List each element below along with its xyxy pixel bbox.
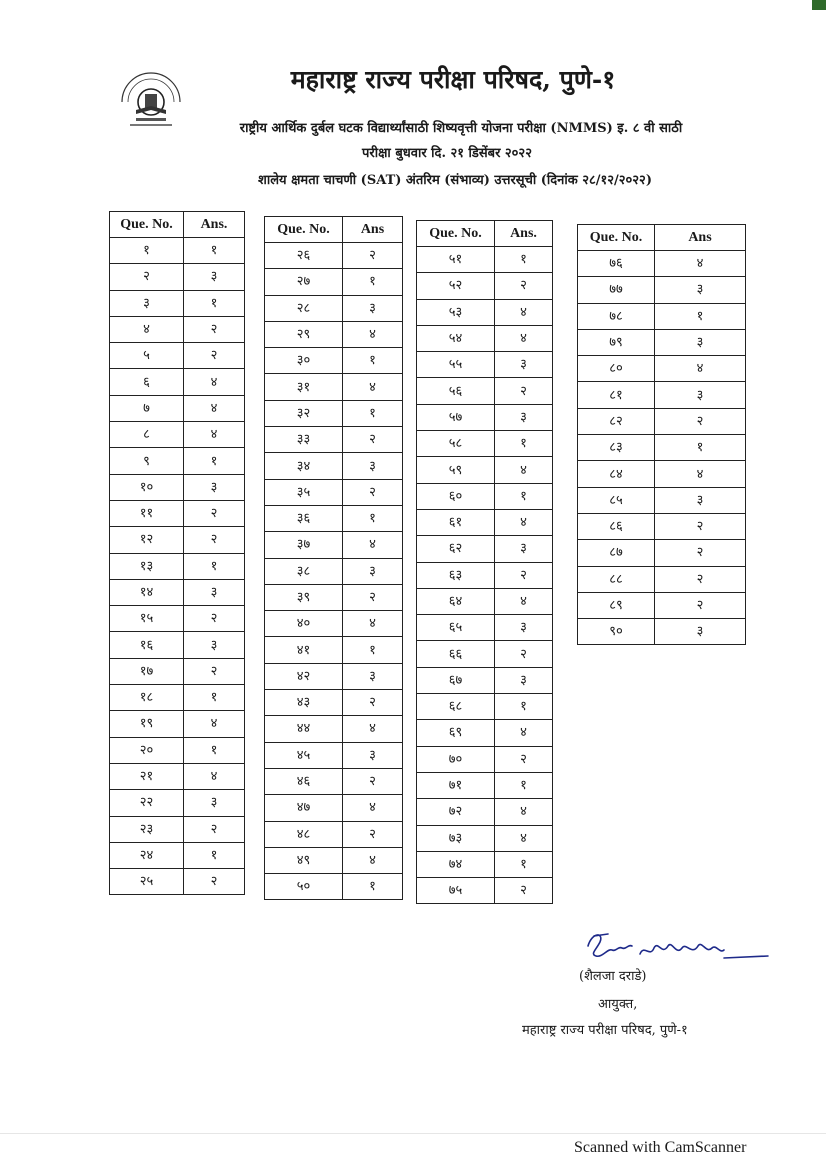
table-row [417, 772, 553, 798]
answer-value: ४ [495, 720, 553, 746]
table-row [110, 238, 245, 264]
answer-value: ३ [655, 277, 746, 303]
table-row [110, 343, 245, 369]
question-number: ७८ [578, 303, 655, 329]
question-number: ३६ [265, 505, 343, 531]
table-row [578, 487, 746, 513]
question-number: ७९ [578, 329, 655, 355]
answer-header: Ans. [495, 221, 553, 247]
question-number: २५ [110, 869, 184, 895]
question-number: ६७ [417, 667, 495, 693]
question-number: १० [110, 474, 184, 500]
question-number: २४ [110, 842, 184, 868]
table-row [265, 768, 403, 794]
answer-value: १ [655, 303, 746, 329]
scanner-watermark: Scanned with CamScanner [574, 1139, 747, 1156]
table-row [110, 606, 245, 632]
table-header-row [578, 225, 746, 251]
question-number: ४४ [265, 716, 343, 742]
question-number: ३४ [265, 453, 343, 479]
answer-key-subtitle: शालेय क्षमता चाचणी (SAT) अंतरिम (संभाव्य) उत्तरसूची (दिनांक २८/१२/२०२२) [258, 173, 652, 188]
question-number: ५८ [417, 431, 495, 457]
table-row [578, 566, 746, 592]
answer-table-2 [264, 216, 403, 900]
question-number: ८२ [578, 408, 655, 434]
table-row [417, 825, 553, 851]
answer-value: ३ [343, 295, 403, 321]
answer-value: ३ [184, 632, 245, 658]
answer-value: ३ [495, 352, 553, 378]
table-row [417, 352, 553, 378]
table-row [110, 316, 245, 342]
table-header-row [110, 212, 245, 238]
answer-value: ३ [655, 487, 746, 513]
answer-table-4 [577, 224, 746, 645]
answer-value: २ [184, 316, 245, 342]
table-row [110, 685, 245, 711]
question-number: २६ [265, 243, 343, 269]
answer-value: १ [184, 842, 245, 868]
table-header-row [417, 221, 553, 247]
table-row [417, 404, 553, 430]
answer-value: ४ [495, 457, 553, 483]
table-row [265, 874, 403, 900]
answer-value: २ [495, 378, 553, 404]
answer-value: १ [343, 348, 403, 374]
answer-value: ३ [343, 663, 403, 689]
question-number: ६० [417, 483, 495, 509]
table-row [265, 663, 403, 689]
question-number: ५५ [417, 352, 495, 378]
question-number: ४७ [265, 795, 343, 821]
table-row [578, 329, 746, 355]
answer-value: १ [655, 435, 746, 461]
question-number: ५३ [417, 299, 495, 325]
question-number: ७ [110, 395, 184, 421]
answer-value: ४ [655, 251, 746, 277]
table-row [578, 356, 746, 382]
table-row [578, 619, 746, 645]
answer-value: १ [495, 483, 553, 509]
question-number: ५ [110, 343, 184, 369]
answer-value: ४ [343, 532, 403, 558]
answer-value: ४ [343, 374, 403, 400]
table-row [265, 243, 403, 269]
table-row [578, 435, 746, 461]
corner-mark [812, 0, 826, 10]
question-number: २९ [265, 321, 343, 347]
table-row [417, 562, 553, 588]
answer-value: २ [184, 606, 245, 632]
table-row [417, 720, 553, 746]
question-number: ७४ [417, 851, 495, 877]
answer-value: १ [495, 694, 553, 720]
answer-value: २ [655, 513, 746, 539]
question-number: २२ [110, 790, 184, 816]
answer-value: २ [184, 527, 245, 553]
table-row [110, 500, 245, 526]
question-number-header: Que. No. [265, 217, 343, 243]
question-number: १ [110, 238, 184, 264]
table-row [265, 321, 403, 347]
question-number: ९० [578, 619, 655, 645]
question-number: ४३ [265, 690, 343, 716]
answer-value: ३ [495, 667, 553, 693]
page-divider [0, 1133, 826, 1134]
table-row [110, 264, 245, 290]
table-row [265, 479, 403, 505]
answer-value: ४ [343, 611, 403, 637]
question-number: ८९ [578, 592, 655, 618]
answer-value: ४ [184, 422, 245, 448]
answer-value: ४ [184, 369, 245, 395]
question-number: ७० [417, 746, 495, 772]
table-row [110, 448, 245, 474]
table-row [110, 422, 245, 448]
question-number: ६६ [417, 641, 495, 667]
answer-value: १ [184, 737, 245, 763]
answer-value: ३ [184, 790, 245, 816]
table-row [265, 742, 403, 768]
answer-value: ४ [495, 299, 553, 325]
table-row [265, 505, 403, 531]
question-number: ८० [578, 356, 655, 382]
answer-value: १ [495, 431, 553, 457]
table-row [265, 690, 403, 716]
table-row [110, 842, 245, 868]
table-row [417, 431, 553, 457]
answer-value: ३ [655, 619, 746, 645]
answer-value: ३ [655, 382, 746, 408]
answer-value: १ [184, 448, 245, 474]
table-row [417, 615, 553, 641]
table-row [417, 746, 553, 772]
answer-value: ४ [495, 325, 553, 351]
table-row [110, 369, 245, 395]
question-number: २१ [110, 763, 184, 789]
question-number: ७३ [417, 825, 495, 851]
question-number: ८६ [578, 513, 655, 539]
answer-value: ४ [184, 763, 245, 789]
question-number: ८८ [578, 566, 655, 592]
question-number: ५१ [417, 247, 495, 273]
question-number: ४२ [265, 663, 343, 689]
table-row [110, 290, 245, 316]
answer-value: ४ [343, 716, 403, 742]
signatory-office: महाराष्ट्र राज्य परीक्षा परिषद, पुणे-१ [522, 1023, 688, 1038]
answer-value: २ [184, 343, 245, 369]
answer-value: २ [495, 273, 553, 299]
answer-value: ४ [343, 321, 403, 347]
answer-value: ३ [343, 558, 403, 584]
table-row [578, 277, 746, 303]
answer-value: २ [343, 584, 403, 610]
table-row [110, 474, 245, 500]
table-row [110, 711, 245, 737]
table-row [417, 694, 553, 720]
answer-value: ३ [343, 453, 403, 479]
question-number: २३ [110, 816, 184, 842]
answer-value: २ [184, 816, 245, 842]
question-number: ७२ [417, 799, 495, 825]
question-number: ७५ [417, 878, 495, 904]
question-number: ३९ [265, 584, 343, 610]
answer-value: १ [343, 874, 403, 900]
question-number: ८१ [578, 382, 655, 408]
table-row [417, 878, 553, 904]
table-row [578, 408, 746, 434]
organization-title: महाराष्ट्र राज्य परीक्षा परिषद, पुणे-१ [290, 65, 616, 94]
table-row [110, 790, 245, 816]
answer-value: २ [184, 500, 245, 526]
answer-value: २ [495, 562, 553, 588]
answer-value: २ [495, 878, 553, 904]
question-number: ८५ [578, 487, 655, 513]
question-number: ५० [265, 874, 343, 900]
question-number: १३ [110, 553, 184, 579]
question-number: ३५ [265, 479, 343, 505]
table-row [265, 295, 403, 321]
table-row [417, 641, 553, 667]
table-row [265, 453, 403, 479]
table-row [265, 427, 403, 453]
table-row [265, 532, 403, 558]
answer-value: १ [343, 505, 403, 531]
question-number: ८७ [578, 540, 655, 566]
question-number: ४५ [265, 742, 343, 768]
table-row [417, 799, 553, 825]
question-number: ३२ [265, 400, 343, 426]
answer-value: ४ [184, 395, 245, 421]
answer-value: २ [343, 427, 403, 453]
answer-table-3 [416, 220, 553, 904]
answer-value: ३ [655, 329, 746, 355]
question-number: ५६ [417, 378, 495, 404]
table-row [417, 536, 553, 562]
answer-value: ३ [495, 536, 553, 562]
table-row [417, 457, 553, 483]
question-number: ६१ [417, 509, 495, 535]
answer-value: १ [343, 637, 403, 663]
table-row [417, 273, 553, 299]
question-number: १९ [110, 711, 184, 737]
table-row [578, 461, 746, 487]
question-number: ८४ [578, 461, 655, 487]
table-row [265, 374, 403, 400]
answer-value: १ [495, 772, 553, 798]
question-number: ४० [265, 611, 343, 637]
table-row [265, 269, 403, 295]
table-row [265, 558, 403, 584]
question-number: ४१ [265, 637, 343, 663]
table-row [578, 303, 746, 329]
answer-value: ४ [495, 509, 553, 535]
table-row [417, 378, 553, 404]
answer-value: २ [495, 641, 553, 667]
question-number: ६८ [417, 694, 495, 720]
question-number: ३३ [265, 427, 343, 453]
answer-value: १ [184, 238, 245, 264]
table-row [110, 395, 245, 421]
answer-value: २ [343, 479, 403, 505]
answer-value: ४ [495, 799, 553, 825]
question-number: ९ [110, 448, 184, 474]
table-row [417, 325, 553, 351]
question-number: ४९ [265, 847, 343, 873]
question-number: ६३ [417, 562, 495, 588]
question-number: ८ [110, 422, 184, 448]
answer-value: १ [495, 851, 553, 877]
answer-value: ३ [495, 404, 553, 430]
question-number: २८ [265, 295, 343, 321]
answer-value: ४ [495, 825, 553, 851]
answer-value: २ [655, 408, 746, 434]
question-number: १६ [110, 632, 184, 658]
table-row [578, 540, 746, 566]
table-row [417, 509, 553, 535]
table-row [265, 716, 403, 742]
question-number: ८३ [578, 435, 655, 461]
table-row [265, 611, 403, 637]
question-number: ६४ [417, 588, 495, 614]
question-number-header: Que. No. [110, 212, 184, 238]
question-number: ६ [110, 369, 184, 395]
answer-value: २ [184, 869, 245, 895]
table-row [110, 527, 245, 553]
table-row [417, 299, 553, 325]
question-number-header: Que. No. [417, 221, 495, 247]
answer-table-1 [109, 211, 245, 895]
table-row [265, 348, 403, 374]
answer-value: २ [495, 746, 553, 772]
question-number: ५९ [417, 457, 495, 483]
table-row [417, 667, 553, 693]
answer-value: ३ [495, 615, 553, 641]
question-number: ४८ [265, 821, 343, 847]
table-row [417, 483, 553, 509]
table-row [265, 637, 403, 663]
question-number: ६९ [417, 720, 495, 746]
question-number: ७१ [417, 772, 495, 798]
answer-value: ४ [655, 356, 746, 382]
answer-value: १ [343, 400, 403, 426]
question-number: ४ [110, 316, 184, 342]
answer-value: ३ [343, 742, 403, 768]
answer-value: ४ [343, 847, 403, 873]
question-number: ५७ [417, 404, 495, 430]
table-row [265, 795, 403, 821]
answer-value: १ [495, 247, 553, 273]
question-number: ५२ [417, 273, 495, 299]
question-number: २० [110, 737, 184, 763]
exam-date: परीक्षा बुधवार दि. २१ डिसेंबर २०२२ [362, 146, 532, 161]
signatory-designation: आयुक्त, [598, 997, 638, 1012]
answer-value: ४ [655, 461, 746, 487]
question-number: ६५ [417, 615, 495, 641]
answer-value: १ [343, 269, 403, 295]
answer-header: Ans [655, 225, 746, 251]
answer-value: ४ [343, 795, 403, 821]
table-row [110, 869, 245, 895]
question-number: १२ [110, 527, 184, 553]
table-row [578, 251, 746, 277]
question-number: ३० [265, 348, 343, 374]
question-number: ३१ [265, 374, 343, 400]
question-number: १४ [110, 579, 184, 605]
table-row [110, 658, 245, 684]
question-number: ४६ [265, 768, 343, 794]
question-number-header: Que. No. [578, 225, 655, 251]
answer-value: ३ [184, 474, 245, 500]
table-row [110, 737, 245, 763]
table-row [417, 247, 553, 273]
answer-value: ४ [184, 711, 245, 737]
question-number: ५४ [417, 325, 495, 351]
answer-value: २ [343, 243, 403, 269]
question-number: १५ [110, 606, 184, 632]
answer-value: १ [184, 685, 245, 711]
table-row [578, 382, 746, 408]
answer-value: १ [184, 553, 245, 579]
table-row [110, 816, 245, 842]
question-number: २ [110, 264, 184, 290]
answer-value: २ [655, 566, 746, 592]
answer-value: १ [184, 290, 245, 316]
answer-header: Ans [343, 217, 403, 243]
answer-value: ३ [184, 264, 245, 290]
table-row [265, 821, 403, 847]
question-number: ३७ [265, 532, 343, 558]
question-number: १७ [110, 658, 184, 684]
exam-title: राष्ट्रीय आर्थिक दुर्बल घटक विद्यार्थ्यांसाठी शिष्यवृत्ती योजना परीक्षा (NMMS) इ. ८ वी साठी [239, 121, 683, 136]
answer-value: २ [655, 540, 746, 566]
table-row [578, 513, 746, 539]
table-row [578, 592, 746, 618]
table-row [265, 584, 403, 610]
answer-value: २ [343, 690, 403, 716]
question-number: ३ [110, 290, 184, 316]
question-number: २७ [265, 269, 343, 295]
answer-value: २ [184, 658, 245, 684]
answer-value: २ [343, 821, 403, 847]
table-row [265, 400, 403, 426]
signatory-name: (शैलजा दराडे) [579, 969, 647, 984]
table-header-row [265, 217, 403, 243]
question-number: ७७ [578, 277, 655, 303]
question-number: १८ [110, 685, 184, 711]
question-number: ७६ [578, 251, 655, 277]
answer-value: २ [343, 768, 403, 794]
question-number: ६२ [417, 536, 495, 562]
table-row [110, 553, 245, 579]
table-row [110, 579, 245, 605]
table-row [110, 763, 245, 789]
table-row [417, 851, 553, 877]
answer-value: ३ [184, 579, 245, 605]
table-row [417, 588, 553, 614]
table-row [110, 632, 245, 658]
answer-value: २ [655, 592, 746, 618]
question-number: ३८ [265, 558, 343, 584]
answer-header: Ans. [184, 212, 245, 238]
question-number: ११ [110, 500, 184, 526]
answer-value: ४ [495, 588, 553, 614]
table-row [265, 847, 403, 873]
